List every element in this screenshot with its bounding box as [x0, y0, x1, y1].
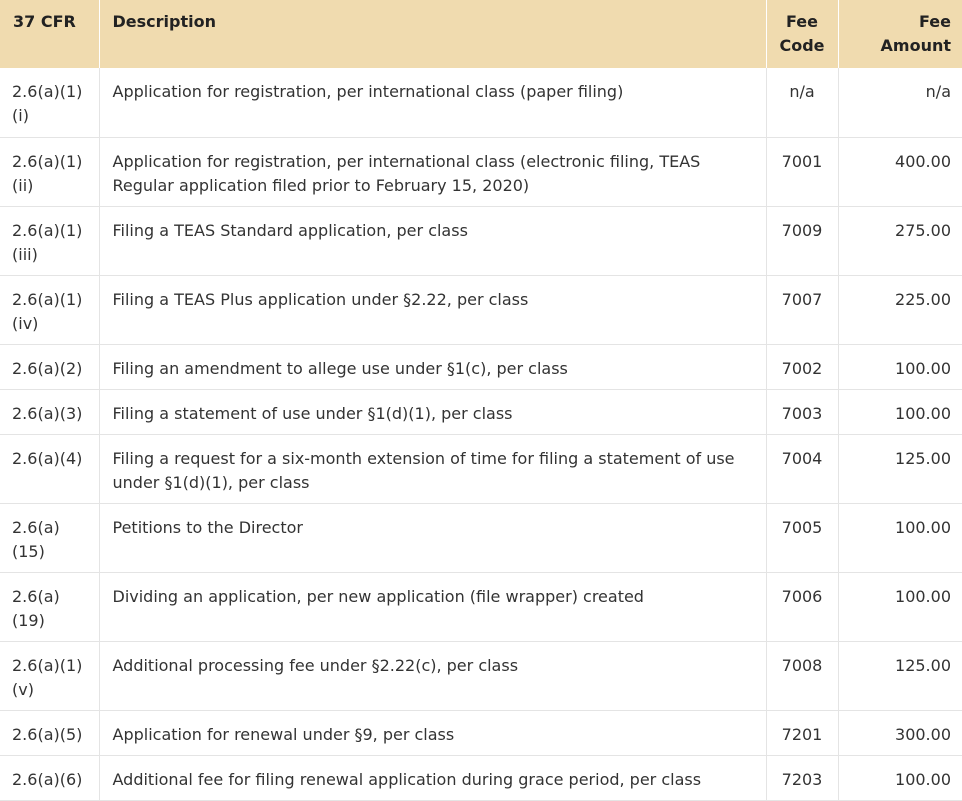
table-row — [0, 344, 962, 389]
fee-code-cell: 7201 — [766, 710, 838, 755]
fee-code-cell: 7009 — [766, 206, 838, 275]
fee-amount-cell: 100.00 — [838, 755, 962, 800]
fee-code-cell: 7005 — [766, 503, 838, 572]
cfr-cell: 2.6(a)(1)(i) — [0, 68, 99, 137]
description-cell: Application for renewal under §9, per class — [99, 710, 766, 755]
table-body — [0, 68, 962, 800]
header-description: Description — [99, 0, 766, 68]
cfr-cell: 2.6(a)(1)(iv) — [0, 275, 99, 344]
table-row — [0, 389, 962, 434]
table-row — [0, 755, 962, 800]
description-cell: Additional processing fee under §2.22(c), per class — [99, 641, 766, 710]
header-cfr: 37 CFR — [0, 0, 99, 68]
description-cell: Petitions to the Director — [99, 503, 766, 572]
fee-code-cell: 7002 — [766, 344, 838, 389]
cfr-cell: 2.6(a)(1)(ii) — [0, 137, 99, 206]
header-fee-code-line2: Code — [779, 36, 825, 55]
fee-amount-cell: 125.00 — [838, 434, 962, 503]
table-row — [0, 137, 962, 206]
fee-code-cell: 7006 — [766, 572, 838, 641]
table-row — [0, 275, 962, 344]
description-cell: Application for registration, per international class (electronic filing, TEAS Regular application filed prior to February 15, 2020) — [99, 137, 766, 206]
cfr-cell: 2.6(a)(2) — [0, 344, 99, 389]
cfr-cell: 2.6(a)(1)(iii) — [0, 206, 99, 275]
fee-code-cell: 7003 — [766, 389, 838, 434]
cfr-cell: 2.6(a)(3) — [0, 389, 99, 434]
fee-code-cell: 7008 — [766, 641, 838, 710]
table-row — [0, 572, 962, 641]
fee-amount-cell: 275.00 — [838, 206, 962, 275]
fee-amount-cell: 100.00 — [838, 572, 962, 641]
table-row — [0, 68, 962, 137]
fee-amount-cell: 225.00 — [838, 275, 962, 344]
table-row — [0, 503, 962, 572]
header-fee-amount — [838, 0, 962, 68]
cfr-cell: 2.6(a)(19) — [0, 572, 99, 641]
fee-amount-cell: 400.00 — [838, 137, 962, 206]
description-cell: Dividing an application, per new application (file wrapper) created — [99, 572, 766, 641]
header-fee-amount-line2: Amount — [880, 36, 951, 55]
fee-code-cell: 7004 — [766, 434, 838, 503]
fee-amount-cell: 100.00 — [838, 344, 962, 389]
description-cell: Additional fee for filing renewal application during grace period, per class — [99, 755, 766, 800]
fee-code-cell: 7203 — [766, 755, 838, 800]
table-row — [0, 206, 962, 275]
cfr-cell: 2.6(a)(4) — [0, 434, 99, 503]
fee-code-cell: n/a — [766, 68, 838, 137]
fee-amount-cell: 100.00 — [838, 389, 962, 434]
cfr-cell: 2.6(a)(1)(v) — [0, 641, 99, 710]
table-row — [0, 434, 962, 503]
description-cell: Filing a TEAS Plus application under §2.22, per class — [99, 275, 766, 344]
header-fee-amount-line1: Fee — [919, 12, 951, 31]
header-fee-code-line1: Fee — [786, 12, 818, 31]
description-cell: Filing an amendment to allege use under §1(c), per class — [99, 344, 766, 389]
fee-amount-cell: 100.00 — [838, 503, 962, 572]
fee-amount-cell: 300.00 — [838, 710, 962, 755]
table-row — [0, 641, 962, 710]
description-cell: Filing a request for a six-month extension of time for filing a statement of use under §1(d)(1), per class — [99, 434, 766, 503]
cfr-cell: 2.6(a)(5) — [0, 710, 99, 755]
header-row — [0, 0, 962, 68]
cfr-cell: 2.6(a)(6) — [0, 755, 99, 800]
description-cell: Application for registration, per international class (paper filing) — [99, 68, 766, 137]
description-cell: Filing a statement of use under §1(d)(1), per class — [99, 389, 766, 434]
cfr-cell: 2.6(a)(15) — [0, 503, 99, 572]
description-cell: Filing a TEAS Standard application, per class — [99, 206, 766, 275]
fee-amount-cell: n/a — [838, 68, 962, 137]
fee-code-cell: 7001 — [766, 137, 838, 206]
table-row — [0, 710, 962, 755]
header-fee-code — [766, 0, 838, 68]
table-header — [0, 0, 962, 68]
fee-amount-cell: 125.00 — [838, 641, 962, 710]
fee-code-cell: 7007 — [766, 275, 838, 344]
